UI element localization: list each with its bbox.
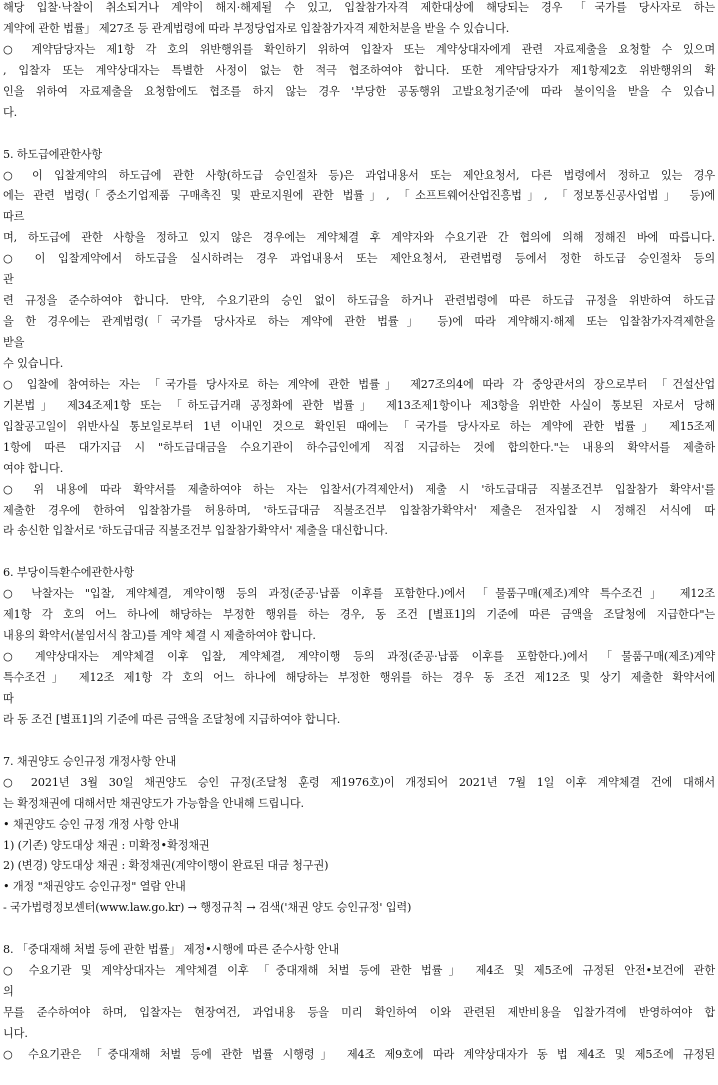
text-line: 관 bbox=[3, 273, 14, 287]
text-line: 따 bbox=[3, 691, 14, 705]
text-line: 5. 하도급에관한사항 bbox=[3, 147, 103, 161]
text-line: ○ 2021년 3월 30일 채권양도 승인 규정(조달청 훈령 제1976호)이 개정되어 2021년 7월 1일 이후 계약체결 건에 대해서 bbox=[3, 775, 715, 789]
text-line: 계약에 관한 법률」 제27조 등 관계법령에 따라 부정당업자로 입찰참가자격 제한처분을 받을 수 있습니다. bbox=[3, 21, 510, 35]
blank-line bbox=[0, 542, 718, 563]
blank-line bbox=[0, 919, 718, 940]
text-line: 특수조건」 제12조 제1항 각 호의 어느 하나에 해당하는 부정한 행위를 하는 경우 동 조건 제12조 및 상기 제출한 확약서에 bbox=[3, 671, 715, 684]
text-line: 내용의 확약서(붙임서식 참고)를 계약 체결 시 제출하여야 합니다. bbox=[3, 629, 316, 643]
blank-line bbox=[0, 124, 718, 145]
text-line: 인을 위하여 자료제출을 요청함에도 협조를 하지 않는 경우 '부당한 공동행위 고발요청기준'에 따라 불이익을 받을 수 있습니 bbox=[3, 84, 715, 98]
text-line: 라 송신한 입찰서로 '하도급대금 직불조건부 입찰참가확약서' 제출을 대신합니다. bbox=[3, 524, 388, 538]
text-line: , 입찰자 또는 계약상대자는 특별한 사정이 없는 한 적극 협조하여야 합니다. 또한 계약담당자가 제1항제2호 위반행위의 확 bbox=[3, 63, 715, 77]
text-line: 의 bbox=[3, 985, 14, 999]
text-line: 따르 bbox=[3, 210, 25, 224]
text-line: 다. bbox=[3, 105, 18, 119]
text-line: ○ 이 입찰계약의 하도급에 관한 사항(하도급 승인절차 등)은 과업내용서 또는 제안요청서, 다른 법령에서 정하고 있는 경우 bbox=[3, 168, 715, 182]
text-line: 해당 입찰·낙찰이 취소되거나 계약이 해지·해제될 수 있고, 입찰참가자격 제한대상에 해당되는 경우 「국가를 당사자로 하는 bbox=[3, 1, 715, 14]
text-line: • 채권양도 승인 규정 개정 사항 안내 bbox=[3, 817, 180, 831]
text-line: 을 한 경우에는 관계법령(「국가를 당사자로 하는 계약에 관한 법률」 등)에 따라 계약해지·해제 또는 입찰참가자격제한을 bbox=[3, 315, 715, 329]
text-line: 무를 준수하여야 하며, 입찰자는 현장여건, 과업내용 등을 미리 확인하여 이와 관련된 제반비용을 입찰가격에 반영하여야 합 bbox=[3, 1006, 715, 1019]
text-line: 며, 하도급에 관한 사항을 정하고 있지 않은 경우에는 계약체결 후 계약자와 수요기관 간 협의에 의해 정해진 바에 따릅니다. bbox=[3, 231, 715, 245]
text-line: 받을 bbox=[3, 336, 25, 349]
text-line: 에는 관련 법령(「중소기업제품 구매촉진 및 판로지원에 관한 법률」, 「소프트웨어산업진흥법」, 「정보통신공사업법」 등)에 bbox=[3, 189, 715, 203]
text-line: 6. 부당이득환수에관한사항 bbox=[3, 566, 135, 580]
text-line: 2) (변경) 양도대상 채권 : 확정채권(계약이행이 완료된 대금 청구권) bbox=[3, 859, 329, 873]
text-line: 라 동 조건 [별표1]의 기준에 따른 금액을 조달청에 지급하여야 합니다. bbox=[3, 712, 341, 726]
text-line: 기본법」 제34조제1항 또는 「하도급거래 공정화에 관한 법률」 제13조제1항이나 제3항을 위반한 사실이 통보된 자로서 당해 bbox=[3, 398, 715, 412]
text-line: ○ 이 입찰계약에서 하도급을 실시하려는 경우 과업내용서 또는 제안요청서, 관련법령 등에서 정한 하도급 승인절차 등의 bbox=[3, 252, 715, 266]
text-line: ○ 입찰에 참여하는 자는 「국가를 당사자로 하는 계약에 관한 법률」 제27조의4에 따라 각 중앙관서의 장으로부터 「건설산업 bbox=[3, 377, 715, 391]
text-line: 여야 합니다. bbox=[3, 461, 64, 475]
text-line: 1) (기존) 양도대상 채권 : 미확정•확정채권 bbox=[3, 838, 210, 852]
text-line: 8. 「중대재해 처벌 등에 관한 법률」 제정•시행에 따른 준수사항 안내 bbox=[3, 943, 339, 957]
text-line: 수 있습니다. bbox=[3, 356, 64, 370]
text-line: ○ 계약담당자는 제1항 각 호의 위반행위를 확인하기 위하여 입찰자 또는 계약상대자에게 관련 자료제출을 요청할 수 있으며 bbox=[3, 42, 715, 56]
text-line: ○ 수요기관은 「중대재해 처벌 등에 관한 법률 시행령」 제4조 제9호에 따라 계약상대자가 동 법 제4조 및 제5조에 규정된 bbox=[3, 1047, 715, 1061]
text-line: - 국가법령정보센터(www.law.go.kr) → 행정규칙 → 검색('채권 양도 승인규정' 입력) bbox=[3, 901, 412, 915]
text-line: 니다. bbox=[3, 1026, 28, 1040]
text-line: ○ 계약상대자는 계약체결 이후 입찰, 계약체결, 계약이행 등의 과정(준공·납품 이후를 포함한다.)에서 「물품구매(제조)계약 bbox=[3, 650, 715, 664]
text-line: ○ 위 내용에 따라 확약서를 제출하여야 하는 자는 입찰서(가격제안서) 제출 시 '하도급대금 직불조건부 입찰참가 확약서'를 bbox=[3, 482, 715, 496]
blank-line bbox=[0, 731, 718, 752]
text-line: 입찰공고일이 위반사실 통보일로부터 1년 이내인 것으로 확인된 때에는 「국가를 당사자로 하는 계약에 관한 법률」 제15조제 bbox=[3, 419, 715, 433]
text-line: • 개정 "채권양도 승인규정" 열람 안내 bbox=[3, 880, 186, 894]
text-line: 제1항 각 호의 어느 하나에 해당하는 부정한 행위를 하는 경우, 동 조건 [별표1]의 기준에 따른 금액을 조달청에 지급한다"는 bbox=[3, 608, 715, 622]
text-line: ○ 수요기관 및 계약상대자는 계약체결 이후 「중대재해 처벌 등에 관한 법률」 제4조 및 제5조에 규정된 안전•보건에 관한 bbox=[3, 964, 715, 978]
text-line: 7. 채권양도 승인규정 개정사항 안내 bbox=[3, 754, 177, 768]
text-line: 1항에 따른 대가지급 시 "하도급대금을 수요기관이 하수급인에게 직접 지급하는 것에 합의한다."는 내용의 확약서를 제출하 bbox=[3, 440, 715, 454]
text-line: ○ 낙찰자는 "입찰, 계약체결, 계약이행 등의 과정(준공·납품 이후를 포함한다.)에서 「물품구매(제조)계약 특수조건」 제12조 bbox=[3, 587, 715, 601]
text-line: 련 규정을 준수하여야 합니다. 만약, 수요기관의 승인 없이 하도급을 하거나 관련법령에 따른 하도급 규정을 위반하여 하도급 bbox=[3, 294, 715, 308]
text-line: 는 확정채권에 대해서만 채권양도가 가능함을 안내해 드립니다. bbox=[3, 796, 304, 810]
text-line: 제출한 경우에 한하여 입찰참가를 허용하며, '하도급대금 직불조건부 입찰참가확약서' 제출은 전자입찰 시 정해진 서식에 따 bbox=[3, 503, 715, 517]
